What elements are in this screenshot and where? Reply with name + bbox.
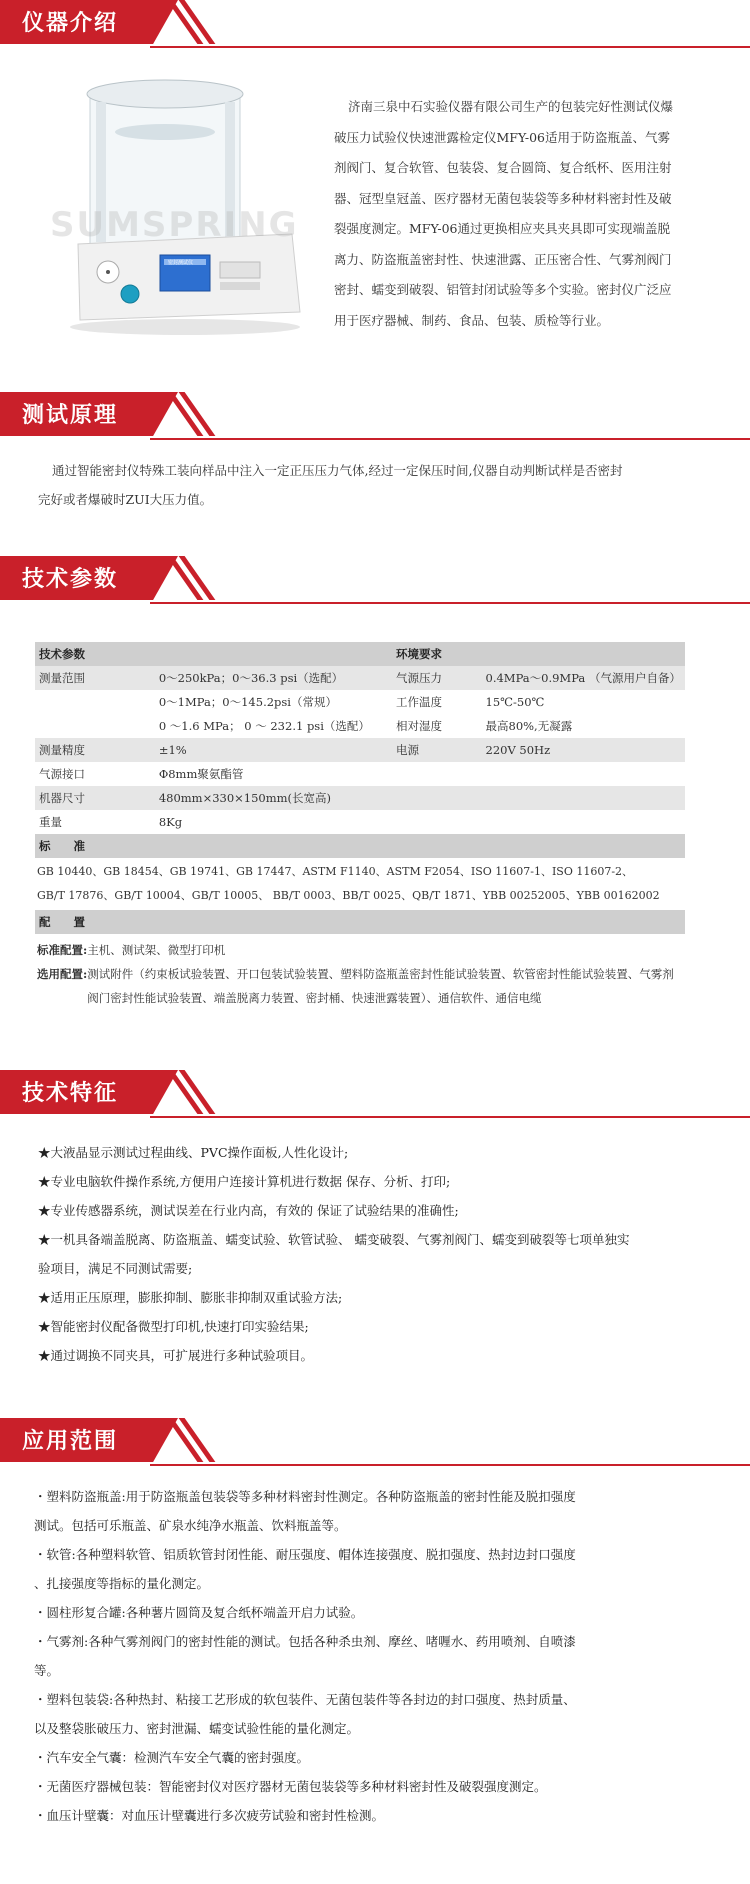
section-header-principle: [0, 392, 750, 440]
spec-value: ±1%: [155, 738, 392, 762]
spec-row: [35, 762, 685, 786]
application-item: ・汽车安全气囊：检测汽车安全气囊的密封强度。: [34, 1750, 310, 1765]
config-optional-row: [35, 962, 685, 1010]
std-config-value: 主机、测试架、微型打印机: [87, 943, 226, 957]
feature-item: ★智能密封仪配备微型打印机,快速打印实验结果;: [38, 1319, 309, 1334]
feature-item: ★一机具备端盖脱离、防盗瓶盖、蠕变试验、软管试验、 蠕变破裂、气雾剂阀门、蠕变到破裂等七项单独实: [38, 1232, 630, 1247]
spec-header-right: 环境要求: [392, 642, 685, 666]
spec-value: 8Kg: [158, 815, 183, 829]
spec-env-key: 气源压力: [392, 666, 482, 690]
spec-row: [35, 810, 685, 834]
spec-row: [35, 786, 685, 810]
spec-key: [35, 690, 155, 714]
device-screen-text: 密封测试仪: [168, 260, 194, 266]
principle-line: 通过智能密封仪特殊工装向样品中注入一定正压压力气体,经过一定保压时间,仪器自动判断试样是否密封: [52, 463, 623, 478]
principle-line: 完好或者爆破时ZUI大压力值。: [38, 492, 213, 507]
intro-text: [334, 92, 714, 336]
spec-env-value: [482, 762, 686, 786]
section-title-applications: 应用范围: [22, 1429, 119, 1454]
section-title-features: 技术特征: [22, 1081, 119, 1106]
spec-env-value: 15℃-50℃: [485, 695, 545, 709]
spec-key: 气源接口: [39, 767, 85, 781]
feature-item: ★适用正压原理，膨胀抑制、膨胀非抑制双重试验方法;: [38, 1290, 343, 1305]
spec-key: 机器尺寸: [35, 786, 155, 810]
intro-line: 破压力试验仪快速泄露检定仪MFY-06适用于防盗瓶盖、气雾: [334, 129, 670, 145]
spec-env-key: [392, 786, 482, 810]
feature-item: ★专业传感器系统，测试误差在行业内高，有效的 保证了试验结果的准确性;: [38, 1203, 459, 1218]
section-header-applications: [0, 1418, 750, 1466]
application-item: ・塑料包装袋:各种热封、粘接工艺形成的软包装件、无菌包装件等各封边的封口强度、热封质量、: [34, 1692, 576, 1707]
application-item: ・无菌医疗器械包装：智能密封仪对医疗器材无菌包装袋等多种材料密封性及破裂强度测定。: [34, 1779, 547, 1794]
standard-header-row: [35, 834, 685, 858]
intro-line: 济南三泉中石实验仪器有限公司生产的包装完好性测试仪爆: [348, 99, 674, 114]
feature-item: ★通过调换不同夹具，可扩展进行多种试验项目。: [38, 1348, 314, 1363]
spec-env-key: [392, 810, 482, 834]
spec-row: [35, 738, 685, 762]
application-item: ・塑料防盗瓶盖:用于防盗瓶盖包装袋等多种材料密封性测定。各种防盗瓶盖的密封性能及脱扣强度: [34, 1489, 576, 1504]
spec-value: 0～250kPa；0～36.3 psi（选配）: [155, 666, 392, 690]
feature-item: ★大液晶显示测试过程曲线、PVC操作面板,人性化设计;: [38, 1145, 349, 1160]
feature-item: 验项目，满足不同测试需要;: [38, 1261, 193, 1276]
spec-header-row: [35, 642, 685, 666]
spec-env-key: 电源: [392, 738, 482, 762]
brand-watermark: SUMSPRING: [50, 205, 299, 245]
application-item: ・血压计壁囊：对血压计壁囊进行多次疲劳试验和密封性检测。: [34, 1808, 385, 1823]
application-item: 、扎接强度等指标的量化测定。: [34, 1576, 210, 1591]
intro-line: 剂阀门、复合软管、包装袋、复合圆筒、复合纸杯、医用注射: [334, 160, 672, 175]
section-title-params: 技术参数: [22, 567, 119, 592]
config-title: 配 置: [35, 910, 685, 934]
spec-row: [35, 666, 685, 690]
spec-env-key: 相对湿度: [396, 719, 442, 733]
config-header-row: [35, 910, 685, 934]
intro-line: 器、冠型皇冠盖、医疗器材无菌包装袋等多种材料密封性及破: [334, 190, 672, 206]
spec-env-value: 0.4MPa～0.9MPa （气源用户自备）: [482, 666, 686, 690]
spec-key: [35, 714, 155, 738]
application-item: ・气雾剂:各种气雾剂阀门的密封性能的测试。包括各种杀虫剂、摩丝、啫喱水、药用喷剂、自喷漆: [34, 1634, 576, 1649]
standard-row: [35, 858, 685, 910]
opt-config-value: 测试附件（约束板试验装置、开口包装试验装置、塑料防盗瓶盖密封性能试验装置、软管密封性能试验装置、气雾剂阀门密封性能试验装置、端盖脱离力装置、密封桶、快速泄露装置）、通信软件、通信电缆: [87, 967, 674, 1005]
section-header-params: [0, 556, 750, 604]
spec-value: 480mm×330×150mm(长宽高): [155, 786, 392, 810]
application-item: ・软管:各种塑料软管、铝质软管封闭性能、耐压强度、帽体连接强度、脱扣强度、热封边封口强度: [34, 1547, 576, 1562]
spec-row: [35, 690, 685, 714]
spec-env-key: 工作温度: [396, 695, 442, 709]
spec-value: 0 ～1.6 MPa； 0 ～ 232.1 psi（选配）: [158, 719, 370, 733]
standard-line: GB/T 17876、GB/T 10004、GB/T 10005、 BB/T 0003、BB/T 0025、QB/T 1871、YBB 00252005、YBB 00162002: [37, 889, 660, 902]
std-config-label: 标准配置:: [37, 943, 88, 957]
spec-env-value: 最高80%,无凝露: [485, 719, 573, 733]
section-header-features: [0, 1070, 750, 1118]
section-title-intro: 仪器介绍: [22, 11, 119, 36]
spec-row: [35, 714, 685, 738]
application-list: [34, 1482, 684, 1830]
intro-line: 离力、防盗瓶盖密封性、快速泄露、正压密合性、气雾剂阀门: [334, 251, 672, 267]
feature-list: [38, 1138, 718, 1370]
intro-line: 用于医疗器械、制药、食品、包装、质检等行业。: [334, 312, 610, 328]
application-item: ・圆柱形复合罐:各种薯片圆筒及复合纸杯端盖开启力试验。: [34, 1605, 364, 1620]
application-item: 以及整袋胀破压力、密封泄漏、蠕变试验性能的量化测定。: [34, 1721, 360, 1736]
section-title-principle: 测试原理: [22, 403, 119, 428]
spec-env-key: [392, 762, 482, 786]
spec-env-value: 220V 50Hz: [482, 738, 686, 762]
config-standard-row: [35, 934, 685, 962]
spec-table: [35, 642, 685, 1010]
spec-key: 测量范围: [35, 666, 155, 690]
spec-value: Φ8mm聚氨酯管: [158, 767, 244, 781]
application-item: 等。: [34, 1663, 60, 1678]
section-header-intro: [0, 0, 750, 48]
spec-env-value: [482, 810, 686, 834]
spec-key: 重量: [39, 815, 62, 829]
intro-line: 裂强度测定。MFY-06通过更换相应夹具夹具即可实现端盖脱: [334, 221, 670, 236]
spec-env-value: [482, 786, 686, 810]
principle-text: [38, 456, 718, 514]
spec-key: 测量精度: [35, 738, 155, 762]
feature-item: ★专业电脑软件操作系统,方便用户连接计算机进行数据 保存、分析、打印;: [38, 1174, 451, 1189]
spec-value: 0～1MPa；0～145.2psi（常规）: [158, 695, 337, 709]
standard-title: 标 准: [35, 834, 685, 858]
application-item: 测试。包括可乐瓶盖、矿泉水纯净水瓶盖、饮料瓶盖等。: [34, 1518, 347, 1533]
spec-header-left: 技术参数: [35, 642, 392, 666]
opt-config-label: 选用配置:: [37, 967, 88, 981]
standard-line: GB 10440、GB 18454、GB 19741、GB 17447、ASTM F1140、ASTM F2054、ISO 11607-1、ISO 11607-2、: [37, 865, 634, 878]
intro-line: 密封、蠕变到破裂、铝管封闭试验等多个实验。密封仪广泛应: [334, 282, 672, 297]
